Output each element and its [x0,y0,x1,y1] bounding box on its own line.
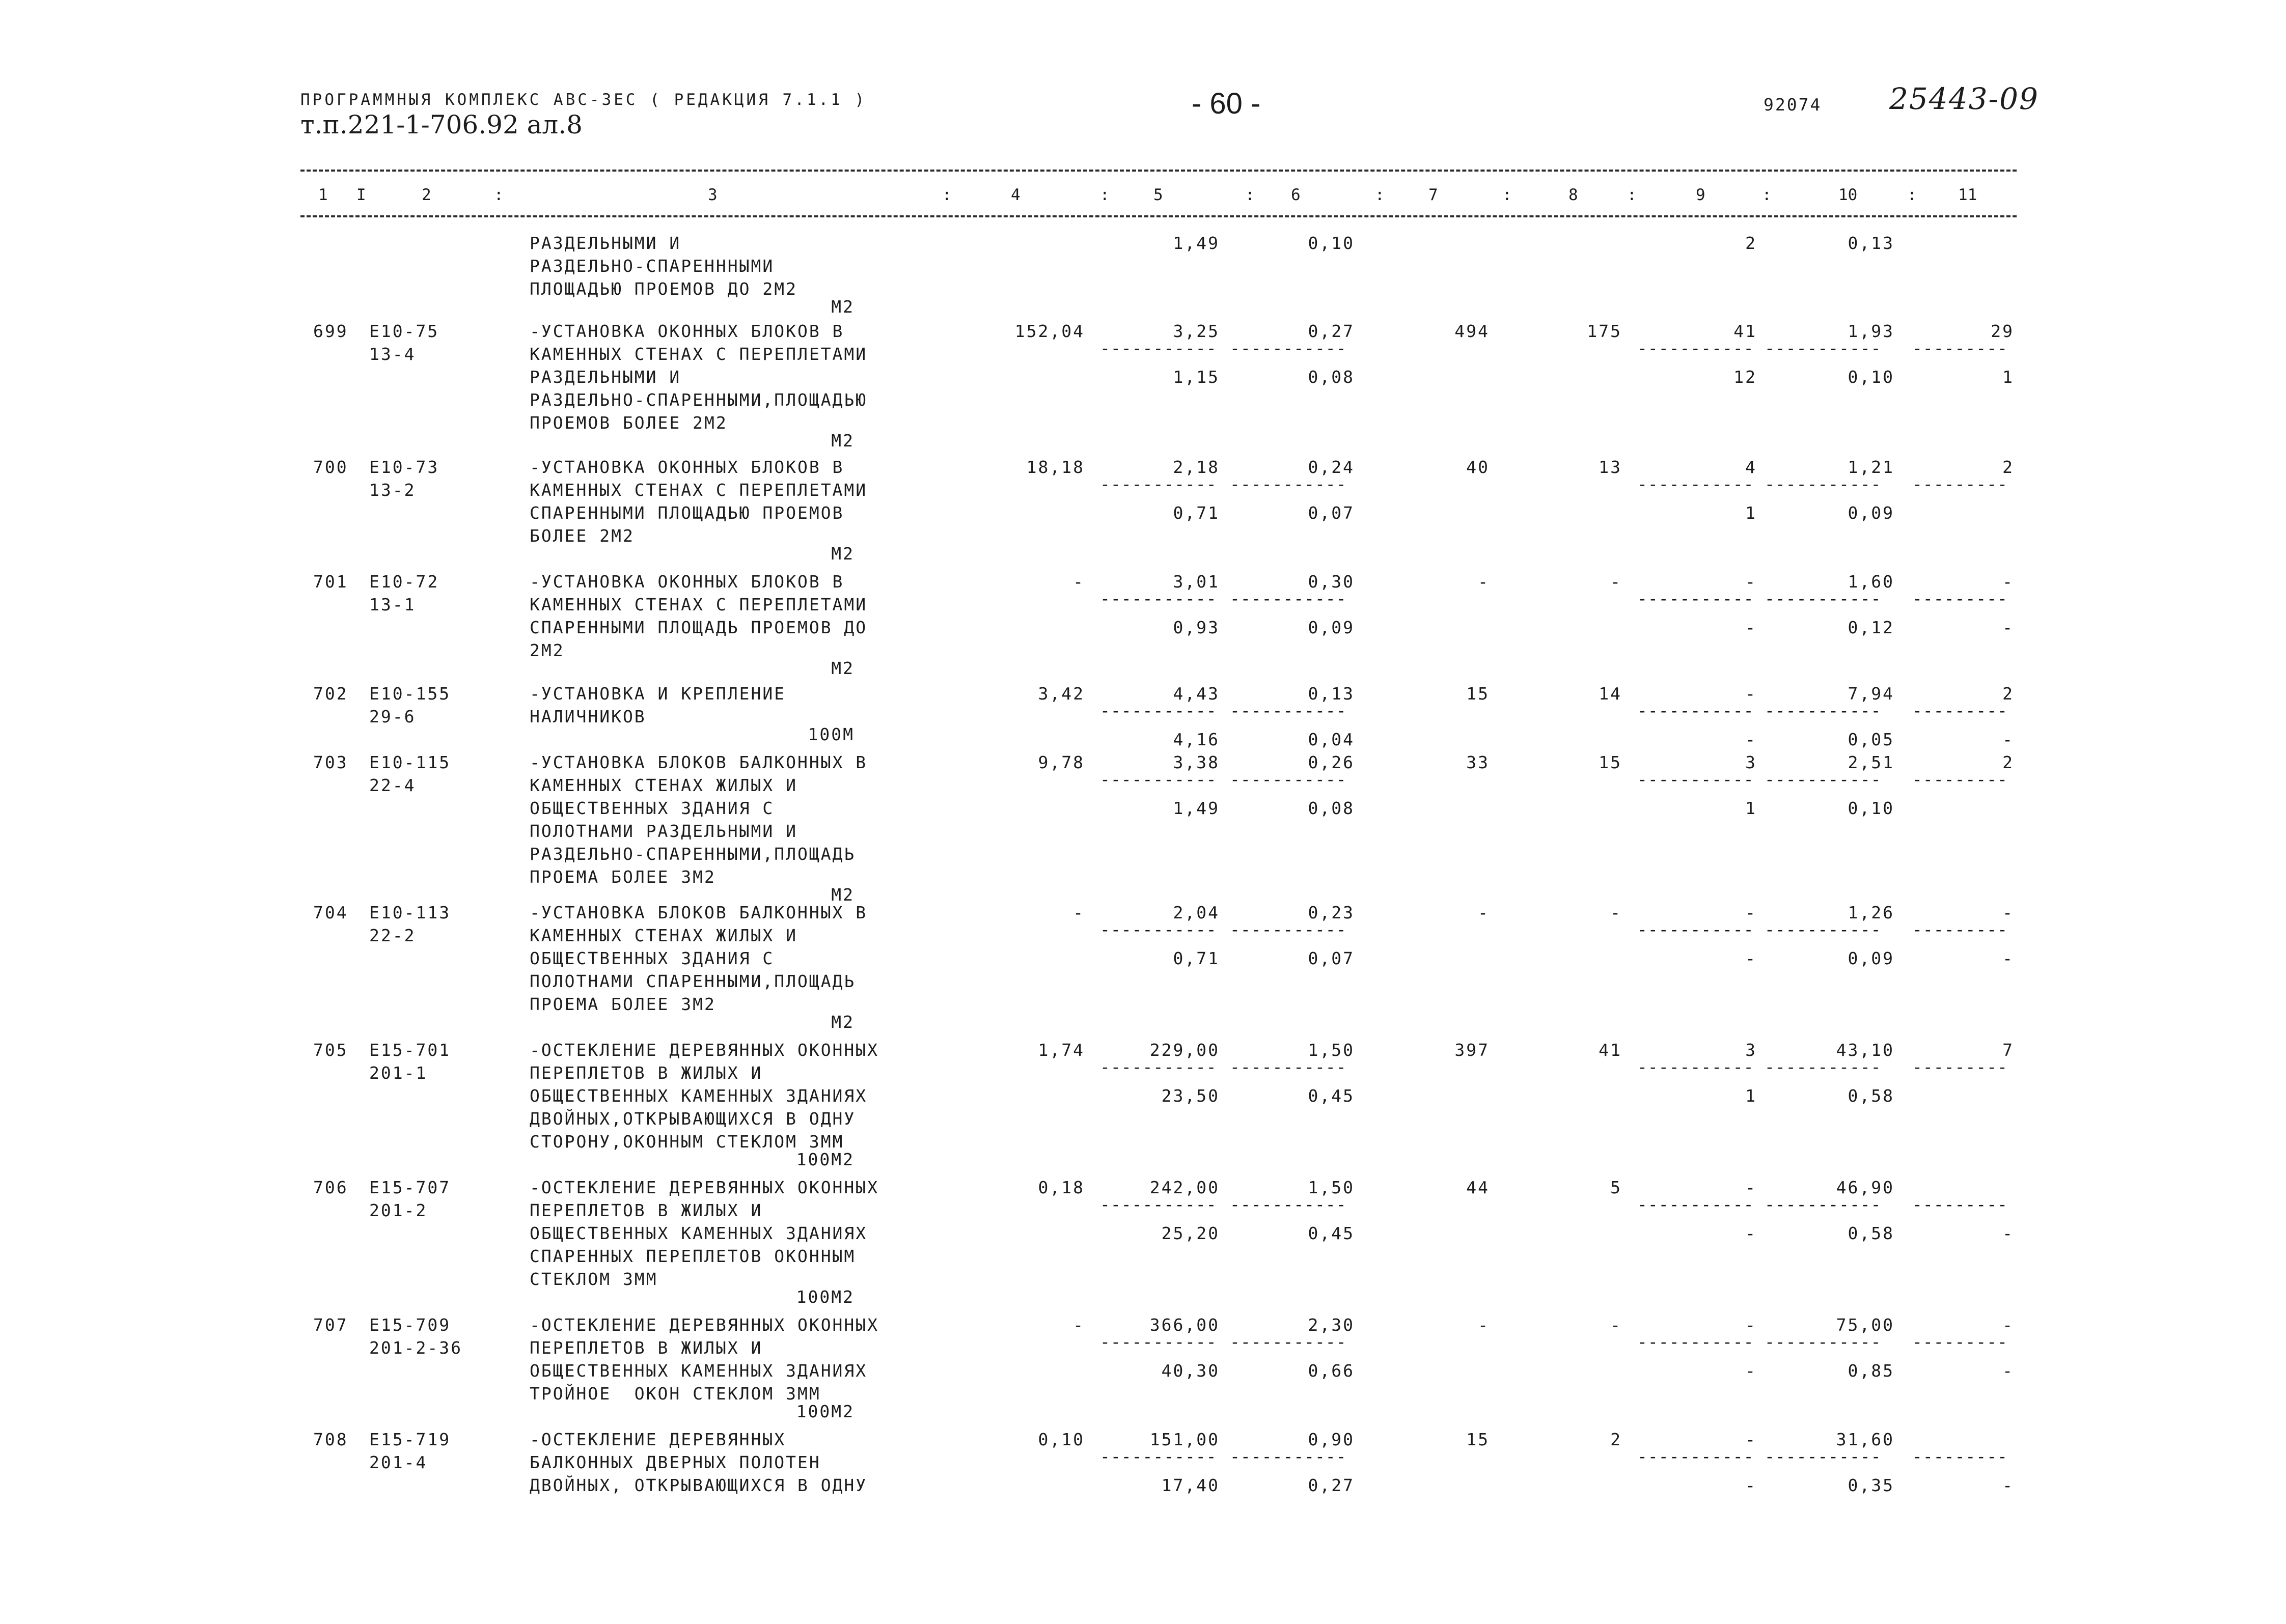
row-description-line: СТОРОНУ,ОКОННЫМ СТЕКЛОМ 3ММ [530,1132,844,1152]
cell-col5-bottom: 0,71 [1173,948,1220,968]
cell-col9-top: 41 [1733,321,1757,341]
row-number: 703 [313,752,348,772]
handwritten-code: 25443-09 [1889,81,2039,116]
row-description-line: ОБЩЕСТВЕННЫХ КАМЕННЫХ ЗДАНИЯХ [530,1361,868,1381]
cell-col8: 175 [1587,321,1622,341]
divider-col10: ----------- [1765,919,1882,939]
row-subcode: 201-1 [369,1063,428,1083]
cell-col6-top: 1,50 [1308,1178,1355,1197]
divider-col10: ----------- [1765,1194,1882,1214]
row-unit: 100М2 [796,1287,855,1307]
column-separator: : [1502,186,1512,204]
cell-col6-bottom: 0,27 [1308,1475,1355,1495]
row-description-line: БАЛКОННЫХ ДВЕРНЫХ ПОЛОТЕН [530,1452,821,1472]
row-description-line: -ОСТЕКЛЕНИЕ ДЕРЕВЯННЫХ ОКОННЫХ [530,1178,879,1197]
divider-col10: ----------- [1765,589,1882,608]
cell-col8: - [1610,572,1622,592]
row-subcode: 22-2 [369,926,416,945]
cell-col11-bottom: - [2002,730,2014,749]
divider-col10: ----------- [1765,769,1882,789]
cell-col5-bottom: 4,16 [1173,730,1220,749]
row-description-line: РАЗДЕЛЬНО-СПАРЕНННЫМИ [530,256,775,276]
row-description-line: -ОСТЕКЛЕНИЕ ДЕРЕВЯННЫХ [530,1430,786,1449]
divider-col9: ----------- [1637,769,1754,789]
cell-col10-bottom: 0,58 [1848,1223,1894,1243]
row-description-line: КАМЕННЫХ СТЕНАХ С ПЕРЕПЛЕТАМИ [530,480,868,500]
cell-col6-top: 0,24 [1308,457,1355,477]
column-separator: : [1245,186,1255,204]
column-header-9: 9 [1696,186,1705,204]
cell-col8: 14 [1599,684,1622,704]
cell-col10-top: 1,60 [1848,572,1894,592]
divider-col10: ----------- [1765,1446,1882,1466]
cell-col11-top: - [2002,572,2014,592]
cell-col5-top: 151,00 [1149,1430,1220,1449]
cell-col7: 44 [1466,1178,1490,1197]
row-description-line: -УСТАНОВКА ОКОННЫХ БЛОКОВ В [530,321,844,341]
divider-col9: ----------- [1637,1446,1754,1466]
cell-col7: 33 [1466,752,1490,772]
cell-col7: 15 [1466,684,1490,704]
cell-col5-top: 3,01 [1173,572,1220,592]
divider-col6: ----------- [1230,769,1347,789]
row-unit: М2 [831,1012,855,1032]
header-rule-bottom [300,215,2017,217]
row-unit: 100М [808,724,855,744]
row-subcode: 22-4 [369,775,416,795]
cell-col7: 494 [1454,321,1490,341]
cell-col10-top: 2,51 [1848,752,1894,772]
divider-col5: ----------- [1100,701,1217,720]
cell-col9-top: 2 [1745,233,1757,253]
divider-col6: ----------- [1230,1446,1347,1466]
cell-col11-top: 2 [2002,752,2014,772]
row-description-line: -ОСТЕКЛЕНИЕ ДЕРЕВЯННЫХ ОКОННЫХ [530,1315,879,1335]
cell-col10-bottom: 0,12 [1848,618,1894,637]
row-description-line: БОЛЕЕ 2М2 [530,526,635,546]
cell-col10-top: 1,93 [1848,321,1894,341]
column-separator: I [356,186,366,204]
divider-col9: ----------- [1637,1194,1754,1214]
row-code: Е10-72 [369,572,439,592]
row-description-line: НАЛИЧНИКОВ [530,707,646,726]
document-code: т.п.221-1-706.92 ал.8 [300,110,583,139]
cell-col5-bottom: 1,49 [1173,798,1220,818]
cell-col6-bottom: 0,07 [1308,503,1355,523]
divider-col11: --------- [1912,1057,2008,1077]
row-description-line: ПЕРЕПЛЕТОВ В ЖИЛЫХ И [530,1338,763,1358]
cell-col10-top: 43,10 [1836,1040,1894,1060]
cell-col9-bottom: - [1745,1475,1757,1495]
divider-col6: ----------- [1230,474,1347,494]
cell-col10-top: 0,13 [1848,233,1894,253]
row-code: Е10-115 [369,752,451,772]
cell-col6-bottom: 0,66 [1308,1361,1355,1381]
row-subcode: 201-2-36 [369,1338,462,1358]
page-number: - 60 - [1192,87,1261,120]
column-header-10: 10 [1838,186,1858,204]
cell-col10-bottom: 0,05 [1848,730,1894,749]
divider-col6: ----------- [1230,1057,1347,1077]
row-description-line: КАМЕННЫХ СТЕНАХ С ПЕРЕПЛЕТАМИ [530,595,868,614]
row-description-line: ПРОЕМОВ БОЛЕЕ 2М2 [530,413,728,433]
cell-col7: 40 [1466,457,1490,477]
divider-col11: --------- [1912,338,2008,358]
divider-col9: ----------- [1637,589,1754,608]
divider-col9: ----------- [1637,338,1754,358]
cell-col9-top: - [1745,1315,1757,1335]
row-description-line: ДВОЙНЫХ, ОТКРЫВАЮЩИХСЯ В ОДНУ [530,1475,868,1495]
header-rule-top [300,170,2017,172]
cell-col4: 0,18 [1038,1178,1085,1197]
cell-col11-top: 7 [2002,1040,2014,1060]
cell-col11-bottom: 1 [2002,367,2014,387]
cell-col11-top: - [2002,1315,2014,1335]
divider-col9: ----------- [1637,701,1754,720]
cell-col9-top: - [1745,1430,1757,1449]
divider-col5: ----------- [1100,919,1217,939]
cell-col9-top: 4 [1745,457,1757,477]
cell-col5-top: 2,04 [1173,903,1220,922]
cell-col10-bottom: 0,10 [1848,798,1894,818]
row-description-line: -ОСТЕКЛЕНИЕ ДЕРЕВЯННЫХ ОКОННЫХ [530,1040,879,1060]
cell-col5-top: 3,38 [1173,752,1220,772]
cell-col5-bottom: 40,30 [1161,1361,1220,1381]
cell-col5-bottom: 23,50 [1161,1086,1220,1106]
divider-col6: ----------- [1230,1332,1347,1352]
cell-col5-top: 229,00 [1149,1040,1220,1060]
divider-col11: --------- [1912,474,2008,494]
cell-col6-bottom: 0,45 [1308,1223,1355,1243]
cell-col6-bottom: 0,09 [1308,618,1355,637]
cell-col9-top: 3 [1745,752,1757,772]
divider-col11: --------- [1912,1332,2008,1352]
cell-col6-top: 2,30 [1308,1315,1355,1335]
cell-col8: 5 [1610,1178,1622,1197]
row-subcode: 13-2 [369,480,416,500]
column-header-5: 5 [1153,186,1163,204]
row-description-line: ПЛОЩАДЬЮ ПРОЕМОВ ДО 2М2 [530,279,797,299]
row-description-line: СТЕКЛОМ 3ММ [530,1269,658,1289]
divider-col6: ----------- [1230,589,1347,608]
row-description-line: ПОЛОТНАМИ РАЗДЕЛЬНЫМИ И [530,821,797,841]
row-number: 705 [313,1040,348,1060]
row-description-line: ОБЩЕСТВЕННЫХ КАМЕННЫХ ЗДАНИЯХ [530,1223,868,1243]
cell-col11-bottom: - [2002,1223,2014,1243]
cell-col10-bottom: 0,85 [1848,1361,1894,1381]
row-description-line: ПОЛОТНАМИ СПАРЕННЫМИ,ПЛОЩАДЬ [530,971,856,991]
divider-col9: ----------- [1637,1057,1754,1077]
cell-col6-bottom: 0,08 [1308,798,1355,818]
cell-col6-top: 0,90 [1308,1430,1355,1449]
cell-col10-top: 1,21 [1848,457,1894,477]
cell-col7: 397 [1454,1040,1490,1060]
divider-col6: ----------- [1230,919,1347,939]
cell-col10-top: 7,94 [1848,684,1894,704]
row-code: Е10-73 [369,457,439,477]
row-code: Е10-113 [369,903,451,922]
column-separator: : [1100,186,1110,204]
cell-col9-bottom: - [1745,618,1757,637]
column-separator: : [494,186,504,204]
cell-col10-bottom: 0,09 [1848,948,1894,968]
divider-col11: --------- [1912,589,2008,608]
divider-col5: ----------- [1100,1446,1217,1466]
row-description-line: РАЗДЕЛЬНО-СПАРЕННЫМИ,ПЛОЩАДЬ [530,844,856,864]
cell-col6-top: 0,26 [1308,752,1355,772]
cell-col6-bottom: 0,08 [1308,367,1355,387]
row-code: Е15-707 [369,1178,451,1197]
divider-col11: --------- [1912,1446,2008,1466]
cell-col9-bottom: - [1745,1223,1757,1243]
row-description-line: ДВОЙНЫХ,ОТКРЫВАЮЩИХСЯ В ОДНУ [530,1109,856,1129]
cell-col5-top: 2,18 [1173,457,1220,477]
row-description-line: -УСТАНОВКА И КРЕПЛЕНИЕ [530,684,786,704]
cell-col6-bottom: 0,45 [1308,1086,1355,1106]
cell-col11-bottom: - [2002,1361,2014,1381]
cell-col10-bottom: 0,09 [1848,503,1894,523]
divider-col11: --------- [1912,1194,2008,1214]
divider-col6: ----------- [1230,701,1347,720]
cell-col11-bottom: - [2002,948,2014,968]
cell-col7: - [1478,903,1490,922]
divider-col5: ----------- [1100,589,1217,608]
row-description-line: ПРОЕМА БОЛЕЕ 3М2 [530,994,716,1014]
column-header-1: 1 [318,186,328,204]
row-description-line: -УСТАНОВКА БЛОКОВ БАЛКОННЫХ В [530,903,868,922]
row-description-line: КАМЕННЫХ СТЕНАХ С ПЕРЕПЛЕТАМИ [530,344,868,364]
cell-col9-bottom: 1 [1745,1086,1757,1106]
row-number: 702 [313,684,348,704]
column-header-3: 3 [708,186,718,204]
cell-col5-bottom: 1,15 [1173,367,1220,387]
cell-col4: - [1073,1315,1085,1335]
cell-col9-top: 3 [1745,1040,1757,1060]
cell-col9-bottom: - [1745,1361,1757,1381]
row-description-line: 2М2 [530,640,565,660]
cell-col9-bottom: - [1745,948,1757,968]
row-description-line: КАМЕННЫХ СТЕНАХ ЖИЛЫХ И [530,775,797,795]
row-code: Е15-719 [369,1430,451,1449]
cell-col4: 18,18 [1026,457,1085,477]
divider-col5: ----------- [1100,1057,1217,1077]
column-header-7: 7 [1428,186,1438,204]
cell-col11-top: 2 [2002,457,2014,477]
row-description-line: СПАРЕННЫМИ ПЛОЩАДЬ ПРОЕМОВ ДО [530,618,868,637]
cell-col9-bottom: 12 [1733,367,1757,387]
divider-col10: ----------- [1765,701,1882,720]
column-header-6: 6 [1291,186,1301,204]
row-description-line: КАМЕННЫХ СТЕНАХ ЖИЛЫХ И [530,926,797,945]
cell-col5-bottom: 25,20 [1161,1223,1220,1243]
divider-col11: --------- [1912,919,2008,939]
cell-col10-bottom: 0,58 [1848,1086,1894,1106]
cell-col7: - [1478,572,1490,592]
cell-col10-top: 75,00 [1836,1315,1894,1335]
row-unit: М2 [831,544,855,564]
cell-col10-top: 31,60 [1836,1430,1894,1449]
row-description-line: ПЕРЕПЛЕТОВ В ЖИЛЫХ И [530,1063,763,1083]
divider-col10: ----------- [1765,474,1882,494]
cell-col10-bottom: 0,35 [1848,1475,1894,1495]
row-description-line: РАЗДЕЛЬНО-СПАРЕННЫМИ,ПЛОЩАДЬЮ [530,390,868,410]
cell-col8: 2 [1610,1430,1622,1449]
cell-col5-bottom: 0,93 [1173,618,1220,637]
cell-col11-top: 29 [1991,321,2014,341]
cell-col10-top: 1,26 [1848,903,1894,922]
cell-col6-top: 0,10 [1308,233,1355,253]
cell-col4: - [1073,572,1085,592]
row-number: 704 [313,903,348,922]
cell-col11-bottom: - [2002,618,2014,637]
divider-col5: ----------- [1100,1194,1217,1214]
cell-col5-top: 1,49 [1173,233,1220,253]
cell-col6-bottom: 0,04 [1308,730,1355,749]
cell-col6-top: 0,27 [1308,321,1355,341]
row-unit: М2 [831,885,855,905]
column-separator: : [1627,186,1637,204]
cell-col4: 152,04 [1014,321,1085,341]
cell-col8: - [1610,903,1622,922]
row-code: Е10-155 [369,684,451,704]
divider-col9: ----------- [1637,919,1754,939]
row-description-line: ОБЩЕСТВЕННЫХ ЗДАНИЯ С [530,798,775,818]
row-description-line: СПАРЕННЫХ ПЕРЕПЛЕТОВ ОКОННЫМ [530,1246,856,1266]
row-unit: М2 [831,431,855,451]
divider-col5: ----------- [1100,769,1217,789]
row-description-line: ОБЩЕСТВЕННЫХ КАМЕННЫХ ЗДАНИЯХ [530,1086,868,1106]
cell-col6-top: 0,30 [1308,572,1355,592]
row-description-line: ОБЩЕСТВЕННЫХ ЗДАНИЯ С [530,948,775,968]
sheet-number: 92074 [1764,95,1822,115]
divider-col5: ----------- [1100,1332,1217,1352]
row-code: Е15-701 [369,1040,451,1060]
row-code: Е10-75 [369,321,439,341]
row-unit: 100М2 [796,1150,855,1169]
cell-col9-top: - [1745,572,1757,592]
divider-col11: --------- [1912,769,2008,789]
divider-col9: ----------- [1637,1332,1754,1352]
column-separator: : [1907,186,1917,204]
column-separator: : [1375,186,1385,204]
divider-col10: ----------- [1765,1332,1882,1352]
cell-col5-bottom: 17,40 [1161,1475,1220,1495]
row-description-line: -УСТАНОВКА ОКОННЫХ БЛОКОВ В [530,457,844,477]
row-subcode: 29-6 [369,707,416,726]
cell-col5-top: 3,25 [1173,321,1220,341]
row-description-line: РАЗДЕЛЬНЫМИ И [530,367,681,387]
cell-col8: - [1610,1315,1622,1335]
cell-col9-bottom: - [1745,730,1757,749]
cell-col4: - [1073,903,1085,922]
cell-col5-bottom: 0,71 [1173,503,1220,523]
row-number: 699 [313,321,348,341]
row-number: 706 [313,1178,348,1197]
row-description-line: ПЕРЕПЛЕТОВ В ЖИЛЫХ И [530,1200,763,1220]
cell-col5-top: 242,00 [1149,1178,1220,1197]
row-unit: М2 [831,658,855,678]
cell-col4: 3,42 [1038,684,1085,704]
row-unit: 100М2 [796,1402,855,1421]
divider-col5: ----------- [1100,474,1217,494]
divider-col11: --------- [1912,701,2008,720]
cell-col8: 15 [1599,752,1622,772]
divider-col9: ----------- [1637,474,1754,494]
divider-col5: ----------- [1100,338,1217,358]
cell-col5-top: 4,43 [1173,684,1220,704]
row-description-line: СПАРЕННЫМИ ПЛОЩАДЬЮ ПРОЕМОВ [530,503,844,523]
cell-col9-top: - [1745,1178,1757,1197]
row-subcode: 201-4 [369,1452,428,1472]
cell-col7: - [1478,1315,1490,1335]
column-separator: : [1762,186,1772,204]
divider-col10: ----------- [1765,338,1882,358]
row-number: 700 [313,457,348,477]
cell-col10-bottom: 0,10 [1848,367,1894,387]
cell-col6-bottom: 0,07 [1308,948,1355,968]
row-number: 701 [313,572,348,592]
row-description-line: -УСТАНОВКА ОКОННЫХ БЛОКОВ В [530,572,844,592]
row-subcode: 13-4 [369,344,416,364]
cell-col6-top: 0,23 [1308,903,1355,922]
cell-col7: 15 [1466,1430,1490,1449]
cell-col11-bottom: - [2002,1475,2014,1495]
cell-col5-top: 366,00 [1149,1315,1220,1335]
cell-col4: 0,10 [1038,1430,1085,1449]
row-number: 707 [313,1315,348,1335]
row-subcode: 13-1 [369,595,416,614]
row-unit: М2 [831,297,855,317]
cell-col6-top: 1,50 [1308,1040,1355,1060]
divider-col10: ----------- [1765,1057,1882,1077]
row-description-line: -УСТАНОВКА БЛОКОВ БАЛКОННЫХ В [530,752,868,772]
column-header-4: 4 [1011,186,1021,204]
program-title: ПРОГРАММНЫЯ КОМПЛЕКС АВС-ЗЕС ( РЕДАКЦИЯ 7.1.1 ) [300,91,867,109]
column-header-2: 2 [422,186,431,204]
row-description-line: ТРОЙНОЕ ОКОН СТЕКЛОМ 3ММ [530,1384,821,1404]
row-number: 708 [313,1430,348,1449]
cell-col6-top: 0,13 [1308,684,1355,704]
cell-col10-top: 46,90 [1836,1178,1894,1197]
cell-col4: 9,78 [1038,752,1085,772]
cell-col9-top: - [1745,903,1757,922]
row-subcode: 201-2 [369,1200,428,1220]
cell-col4: 1,74 [1038,1040,1085,1060]
row-code: Е15-709 [369,1315,451,1335]
column-header-11: 11 [1958,186,1977,204]
row-description-line: ПРОЕМА БОЛЕЕ 3М2 [530,867,716,887]
cell-col8: 13 [1599,457,1622,477]
cell-col9-bottom: 1 [1745,798,1757,818]
divider-col6: ----------- [1230,338,1347,358]
cell-col11-top: 2 [2002,684,2014,704]
cell-col9-bottom: 1 [1745,503,1757,523]
cell-col9-top: - [1745,684,1757,704]
divider-col6: ----------- [1230,1194,1347,1214]
column-header-8: 8 [1568,186,1578,204]
column-separator: : [942,186,952,204]
cell-col11-top: - [2002,903,2014,922]
row-description-line: РАЗДЕЛЬНЫМИ И [530,233,681,253]
cell-col8: 41 [1599,1040,1622,1060]
